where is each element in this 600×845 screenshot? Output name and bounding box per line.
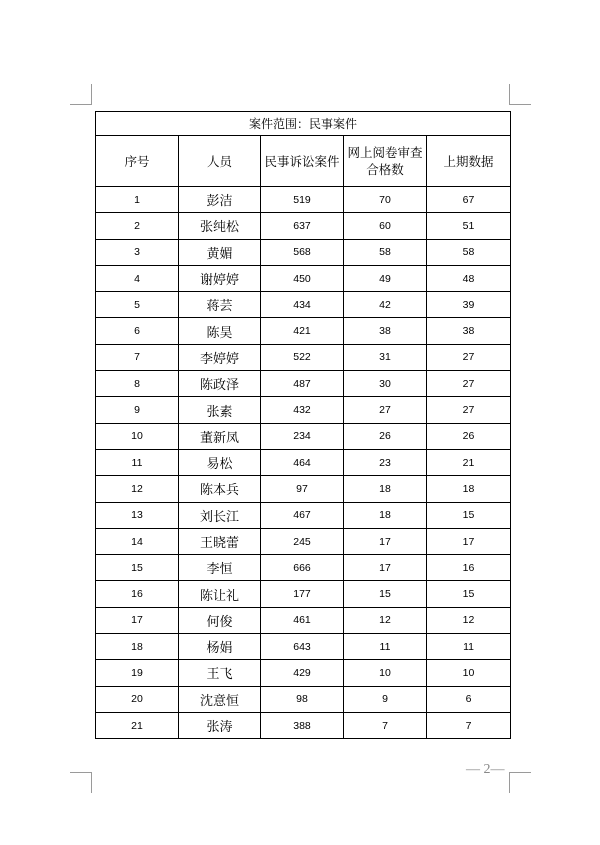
cell-previous: 11 xyxy=(427,634,511,660)
cell-qualified: 38 xyxy=(344,318,427,344)
cell-name: 张纯松 xyxy=(179,213,261,239)
cell-qualified: 49 xyxy=(344,265,427,291)
cell-name: 何俊 xyxy=(179,607,261,633)
table-row xyxy=(96,502,511,528)
table-row xyxy=(96,318,511,344)
cell-index: 16 xyxy=(96,581,179,607)
table-row xyxy=(96,423,511,449)
cell-index: 12 xyxy=(96,476,179,502)
cell-previous: 18 xyxy=(427,476,511,502)
cell-previous: 51 xyxy=(427,213,511,239)
header-name: 人员 xyxy=(179,136,261,187)
cell-index: 20 xyxy=(96,686,179,712)
cell-previous: 10 xyxy=(427,660,511,686)
cell-name: 李恒 xyxy=(179,555,261,581)
cell-index: 8 xyxy=(96,371,179,397)
table-row xyxy=(96,660,511,686)
table-row xyxy=(96,555,511,581)
cell-cases: 98 xyxy=(261,686,344,712)
cell-cases: 519 xyxy=(261,187,344,213)
cell-index: 13 xyxy=(96,502,179,528)
header-cases: 民事诉讼案件 xyxy=(261,136,344,187)
cell-index: 9 xyxy=(96,397,179,423)
cell-cases: 461 xyxy=(261,607,344,633)
cell-qualified: 15 xyxy=(344,581,427,607)
cell-index: 7 xyxy=(96,344,179,370)
cell-cases: 421 xyxy=(261,318,344,344)
table-row xyxy=(96,344,511,370)
cell-name: 易松 xyxy=(179,449,261,475)
table-row xyxy=(96,686,511,712)
cell-name: 刘长江 xyxy=(179,502,261,528)
header-index: 序号 xyxy=(96,136,179,187)
cell-previous: 15 xyxy=(427,581,511,607)
table-row xyxy=(96,187,511,213)
cell-name: 杨娟 xyxy=(179,634,261,660)
crop-mark-top-left xyxy=(91,84,92,105)
cell-index: 1 xyxy=(96,187,179,213)
cell-qualified: 27 xyxy=(344,397,427,423)
crop-mark-bottom-left xyxy=(70,772,92,773)
cell-previous: 7 xyxy=(427,712,511,738)
table-row xyxy=(96,581,511,607)
table-caption: 案件范围：民事案件 xyxy=(96,112,511,136)
cell-cases: 637 xyxy=(261,213,344,239)
cell-previous: 26 xyxy=(427,423,511,449)
cell-name: 陈昊 xyxy=(179,318,261,344)
cell-cases: 450 xyxy=(261,265,344,291)
cell-name: 王晓蕾 xyxy=(179,528,261,554)
cell-qualified: 17 xyxy=(344,555,427,581)
cell-qualified: 11 xyxy=(344,634,427,660)
cell-name: 张涛 xyxy=(179,712,261,738)
page-number: — 2— xyxy=(466,762,505,777)
cell-previous: 27 xyxy=(427,344,511,370)
table-row xyxy=(96,239,511,265)
cell-cases: 429 xyxy=(261,660,344,686)
cell-qualified: 7 xyxy=(344,712,427,738)
cell-index: 19 xyxy=(96,660,179,686)
cell-qualified: 23 xyxy=(344,449,427,475)
cell-qualified: 10 xyxy=(344,660,427,686)
crop-mark-top-right xyxy=(509,84,510,105)
cell-cases: 177 xyxy=(261,581,344,607)
cell-index: 11 xyxy=(96,449,179,475)
cell-name: 李婷婷 xyxy=(179,344,261,370)
cell-previous: 15 xyxy=(427,502,511,528)
table-row xyxy=(96,476,511,502)
cell-previous: 27 xyxy=(427,397,511,423)
table-row xyxy=(96,712,511,738)
cell-previous: 21 xyxy=(427,449,511,475)
cell-cases: 487 xyxy=(261,371,344,397)
cell-cases: 234 xyxy=(261,423,344,449)
table-caption-row xyxy=(96,112,511,136)
cell-previous: 39 xyxy=(427,292,511,318)
cell-qualified: 31 xyxy=(344,344,427,370)
crop-mark-top-left xyxy=(70,104,92,105)
cell-cases: 97 xyxy=(261,476,344,502)
cell-index: 2 xyxy=(96,213,179,239)
cell-index: 5 xyxy=(96,292,179,318)
cell-cases: 464 xyxy=(261,449,344,475)
cell-previous: 67 xyxy=(427,187,511,213)
table-row xyxy=(96,528,511,554)
cell-name: 黄媚 xyxy=(179,239,261,265)
crop-mark-top-right xyxy=(509,104,531,105)
cell-previous: 27 xyxy=(427,371,511,397)
cell-qualified: 60 xyxy=(344,213,427,239)
cell-previous: 38 xyxy=(427,318,511,344)
cell-previous: 58 xyxy=(427,239,511,265)
cell-previous: 16 xyxy=(427,555,511,581)
cell-name: 董新凤 xyxy=(179,423,261,449)
table-header-row xyxy=(96,136,511,187)
cell-cases: 467 xyxy=(261,502,344,528)
cell-name: 陈政泽 xyxy=(179,371,261,397)
cell-cases: 432 xyxy=(261,397,344,423)
crop-mark-bottom-right xyxy=(509,772,531,773)
cell-qualified: 26 xyxy=(344,423,427,449)
cell-index: 4 xyxy=(96,265,179,291)
cell-previous: 17 xyxy=(427,528,511,554)
cell-cases: 643 xyxy=(261,634,344,660)
cell-index: 6 xyxy=(96,318,179,344)
table-row xyxy=(96,292,511,318)
cell-qualified: 18 xyxy=(344,476,427,502)
cell-previous: 12 xyxy=(427,607,511,633)
cell-qualified: 30 xyxy=(344,371,427,397)
cell-index: 17 xyxy=(96,607,179,633)
cell-qualified: 58 xyxy=(344,239,427,265)
cell-qualified: 18 xyxy=(344,502,427,528)
cell-name: 张素 xyxy=(179,397,261,423)
table-body xyxy=(96,187,511,739)
table-row xyxy=(96,397,511,423)
cell-previous: 48 xyxy=(427,265,511,291)
cell-name: 谢婷婷 xyxy=(179,265,261,291)
cell-name: 彭洁 xyxy=(179,187,261,213)
cell-qualified: 12 xyxy=(344,607,427,633)
header-qualified: 网上阅卷审查合格数 xyxy=(344,136,427,187)
cell-index: 3 xyxy=(96,239,179,265)
cell-qualified: 70 xyxy=(344,187,427,213)
cell-index: 15 xyxy=(96,555,179,581)
cell-index: 18 xyxy=(96,634,179,660)
cell-index: 14 xyxy=(96,528,179,554)
table-row xyxy=(96,607,511,633)
table-row xyxy=(96,371,511,397)
table-row xyxy=(96,634,511,660)
table-row xyxy=(96,265,511,291)
cell-name: 陈让礼 xyxy=(179,581,261,607)
cell-cases: 568 xyxy=(261,239,344,265)
table-row xyxy=(96,449,511,475)
cell-qualified: 9 xyxy=(344,686,427,712)
cell-cases: 245 xyxy=(261,528,344,554)
header-previous: 上期数据 xyxy=(427,136,511,187)
cell-cases: 434 xyxy=(261,292,344,318)
cell-name: 沈意恒 xyxy=(179,686,261,712)
cell-name: 王飞 xyxy=(179,660,261,686)
case-statistics-table xyxy=(95,111,511,739)
cell-previous: 6 xyxy=(427,686,511,712)
cell-qualified: 17 xyxy=(344,528,427,554)
cell-cases: 666 xyxy=(261,555,344,581)
cell-qualified: 42 xyxy=(344,292,427,318)
cell-name: 陈本兵 xyxy=(179,476,261,502)
table-row xyxy=(96,213,511,239)
cell-cases: 388 xyxy=(261,712,344,738)
crop-mark-bottom-right xyxy=(509,772,510,793)
cell-index: 21 xyxy=(96,712,179,738)
cell-name: 蒋芸 xyxy=(179,292,261,318)
cell-cases: 522 xyxy=(261,344,344,370)
cell-index: 10 xyxy=(96,423,179,449)
crop-mark-bottom-left xyxy=(91,772,92,793)
